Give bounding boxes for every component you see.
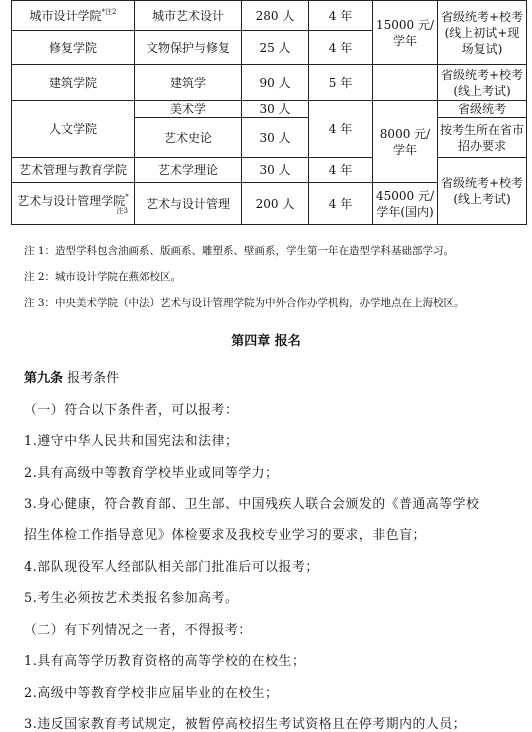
- fee-cell: 45000 元/学年(国内): [373, 183, 438, 225]
- body-line: 2.具有高级中等教育学校毕业或同等学力；: [24, 466, 279, 481]
- fee-cell: 15000 元/学年: [373, 1, 438, 65]
- body-line: （二）有下列情况之一者，不得报考：: [24, 623, 252, 638]
- major-cell: 艺术与设计管理: [135, 183, 242, 225]
- years-cell: 4 年: [309, 1, 373, 31]
- years-cell: 4 年: [309, 183, 373, 225]
- college-cell: 修复学院: [12, 31, 135, 65]
- fee-cell: [373, 65, 438, 101]
- major-cell: 城市艺术设计: [135, 1, 242, 31]
- fee-cell: 8000 元/学年: [373, 101, 438, 183]
- exam-cell: 省级统考+校考(线上考试): [438, 65, 527, 101]
- admissions-table: [11, 0, 527, 225]
- table-row: [12, 101, 527, 118]
- college-cell: 艺术管理与教育学院: [12, 158, 135, 183]
- note-1: 注 1：造型学科包含油画系、版画系、雕塑系、壁画系，学生第一年在造型学科基础部学习。: [24, 245, 455, 257]
- years-cell: 4 年: [309, 31, 373, 65]
- count-cell: 30 人: [242, 101, 309, 118]
- college-cell: 建筑学院: [12, 65, 135, 101]
- count-cell: 200 人: [242, 183, 309, 225]
- major-cell: 建筑学: [135, 65, 242, 101]
- article-heading: [24, 367, 119, 386]
- major-cell: 文物保护与修复: [135, 31, 242, 65]
- count-cell: 90 人: [242, 65, 309, 101]
- body-line: 2.高级中等教育学校非应届毕业的在校生；: [24, 686, 279, 701]
- article-number: 第九条: [24, 371, 64, 386]
- count-cell: 25 人: [242, 31, 309, 65]
- major-cell: 艺术学理论: [135, 158, 242, 183]
- body-line: 4.部队现役军人经部队相关部门批准后可以报考；: [24, 560, 319, 575]
- exam-cell: 省级统考+校考(线上初试+现场复试): [438, 1, 527, 65]
- article-title: 报考条件: [67, 371, 120, 386]
- years-cell: 5 年: [309, 65, 373, 101]
- body-line: 招生体检工作指导意见》体检要求及我校专业学习的要求，非色盲；: [24, 528, 426, 543]
- exam-cell: 按考生所在省市招办要求: [438, 118, 527, 158]
- college-cell: 城市设计学院$^{*注2}$: [12, 1, 135, 31]
- years-cell: 4 年: [309, 101, 373, 158]
- major-cell: 艺术史论: [135, 118, 242, 158]
- count-cell: 30 人: [242, 158, 309, 183]
- note-2: 注 2：城市设计学院在燕郊校区。: [24, 271, 182, 283]
- note-3: 注 3：中央美术学院（中法）艺术与设计管理学院为中外合作办学机构，办学地点在上海校区。: [24, 297, 465, 309]
- chapter-title: 第四章 报名: [231, 334, 301, 349]
- college-cell: 艺术与设计管理学院* 注3: [12, 183, 135, 225]
- college-cell: 人文学院: [12, 101, 135, 158]
- exam-cell: 省级统考+校考(线上考试): [438, 158, 527, 225]
- body-line: 3.身心健康，符合教育部、卫生部、中国残疾人联合会颁发的《普通高等学校: [24, 497, 480, 512]
- years-cell: 4 年: [309, 158, 373, 183]
- table-row: [12, 1, 527, 31]
- count-cell: 280 人: [242, 1, 309, 31]
- count-cell: 30 人: [242, 118, 309, 158]
- table-row: [12, 65, 527, 101]
- body-line: 1.具有高等学历教育资格的高等学校的在校生；: [24, 654, 306, 669]
- body-line: 1.遵守中华人民共和国宪法和法律；: [24, 434, 239, 449]
- body-line: 3.违反国家教育考试规定，被暂停高校招生考试资格且在停考期内的人员；: [24, 717, 467, 732]
- table-row: [12, 158, 527, 183]
- exam-cell: 省级统考: [438, 101, 527, 118]
- body-line: （一）符合以下条件者，可以报考：: [24, 403, 239, 418]
- body-line: 5.考生必须按艺术类报名参加高考。: [24, 591, 239, 606]
- major-cell: 美术学: [135, 101, 242, 118]
